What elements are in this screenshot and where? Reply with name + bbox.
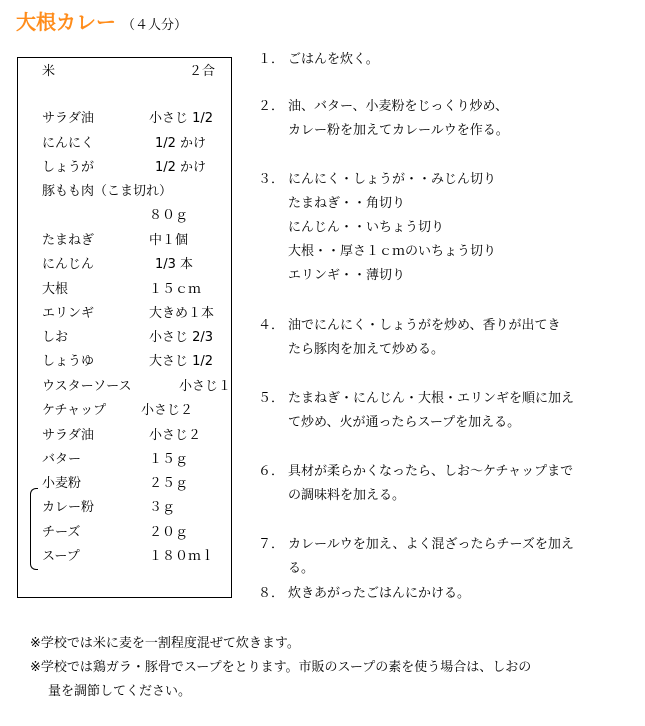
ingredient-row [42,233,189,249]
ingredient-row [42,379,232,395]
step-line: ５． たまねぎ・にんじん・大根・エリンギを順に加え [258,387,574,411]
step-number: ４． [258,318,285,333]
ingredient-row [42,111,214,127]
ingredient-name: 豚もも肉（こま切れ） [42,184,173,199]
ingredient-row [42,257,194,273]
step-number: ７． [258,537,285,552]
ingredient-row [42,500,176,516]
ingredient-row [42,330,214,346]
step-line: の調味料を加える。 [288,488,406,503]
ingredient-name: しお [42,330,69,345]
ingredient-name: チーズ [42,525,81,540]
ingredient-name: ウスターソース [42,379,132,394]
ingredient-name: スープ [42,549,80,564]
ingredient-name: 大根 [42,282,69,297]
ingredient-row [42,549,215,565]
ingredient-amount: 小さじ２ [149,428,202,443]
step-line: たまねぎ・・角切り [288,196,406,211]
ingredient-row [42,184,172,200]
recipe-step [258,95,509,143]
ingredient-name: ケチャップ [42,403,107,418]
step-line: ７． カレールウを加え、よく混ざったらチーズを加え [258,533,574,557]
recipe-note [30,632,300,656]
note-line: ※学校では鶏ガラ・豚骨でスープをとります。市販のスープの素を使う場合は、しおの [30,660,532,675]
ingredient-amount: 大さじ 1/2 [149,354,214,369]
recipe-step [258,48,379,72]
ingredient-row [42,452,189,468]
ingredient-amount: ８０ｇ [149,208,189,223]
ingredient-name: エリンギ [42,306,95,321]
step-number: ３． [258,172,285,187]
step-line: て炒め、火が通ったらスープを加える。 [288,415,521,430]
ingredient-amount: ２合 [189,64,216,79]
step-line: １． ごはんを炊く。 [258,48,379,72]
ingredient-amount: ２５ｇ [149,476,189,491]
note-line: 量を調節してください。 [48,684,192,699]
ingredient-amount: 1/2 かけ [155,136,207,151]
ingredient-amount: ３ｇ [149,500,176,515]
step-number: １． [258,52,285,67]
ingredient-name: カレー粉 [42,500,95,515]
ingredient-amount: 1/3 本 [155,257,194,272]
step-line: ３． にんにく・しょうが・・みじん切り [258,168,496,192]
ingredient-amount: 小さじ２ [141,403,194,418]
ingredient-amount: １５ｇ [149,452,189,467]
ingredient-amount: １５ｃｍ [149,282,202,297]
step-line: る。 [288,561,315,576]
step-line: ２． 油、バター、小麦粉をじっくり炒め、 [258,95,509,119]
step-number: ６． [258,464,285,479]
step-line: エリンギ・・薄切り [288,268,406,283]
step-line: にんじん・・いちょう切り [288,220,445,235]
recipe-step [258,314,560,362]
step-number: ５． [258,391,285,406]
ingredient-row [42,403,194,419]
ingredient-amount: 小さじ１ [179,379,232,394]
ingredient-amount: 大きめ１本 [149,306,215,321]
recipe-step [258,533,574,581]
recipe-title [16,6,187,35]
ingredient-row [42,525,189,541]
ingredient-row [42,428,202,444]
ingredient-name: 小麦粉 [42,476,82,491]
step-number: ８． [258,586,285,601]
ingredient-name: サラダ油 [42,428,94,443]
ingredient-name: バター [42,452,82,467]
recipe-step [258,582,470,606]
step-number: ２． [258,99,285,114]
ingredient-amount: 1/2 かけ [155,160,207,175]
ingredient-amount: １８０ｍｌ [149,549,215,564]
ingredient-name: にんにく [42,136,95,151]
recipe-note [30,656,531,704]
ingredient-name: しょうが [42,160,95,175]
ingredient-name: サラダ油 [42,111,94,126]
ingredient-name: しょうゆ [42,354,95,369]
ingredient-row [42,354,214,370]
recipe-step [258,387,574,435]
note-line: ※学校では米に麦を一割程度混ぜて炊きます。 [30,636,300,651]
ingredient-row [42,476,189,492]
serving-size: （４人分） [122,18,188,33]
step-line: 大根・・厚さ１ｃｍのいちょう切り [288,244,497,259]
ingredient-name: たまねぎ [42,233,95,248]
recipe-step [258,168,496,288]
step-line: ８． 炊きあがったごはんにかける。 [258,582,470,606]
seasoning-bracket [30,488,38,570]
ingredients-box [17,57,232,598]
ingredient-row [42,64,216,80]
step-line: たら豚肉を加えて炒める。 [288,342,445,357]
step-line: ４． 油でにんにく・しょうがを炒め、香りが出てき [258,314,560,338]
step-line: ６． 具材が柔らかくなったら、しお～ケチャップまで [258,460,573,484]
ingredient-amount: 小さじ 2/3 [149,330,214,345]
ingredient-name: 米 [42,64,56,79]
ingredient-amount: ２０ｇ [149,525,189,540]
ingredient-row [42,160,207,176]
step-line: カレー粉を加えてカレールウを作る。 [288,123,509,138]
ingredient-row [42,306,215,322]
recipe-step [258,460,573,508]
ingredient-amount: 中１個 [149,233,189,248]
ingredient-amount: 小さじ 1/2 [149,111,214,126]
recipe-name: 大根カレー [16,10,116,34]
ingredient-row [42,282,202,298]
ingredient-name: にんじん [42,257,95,272]
ingredient-row [42,136,207,152]
